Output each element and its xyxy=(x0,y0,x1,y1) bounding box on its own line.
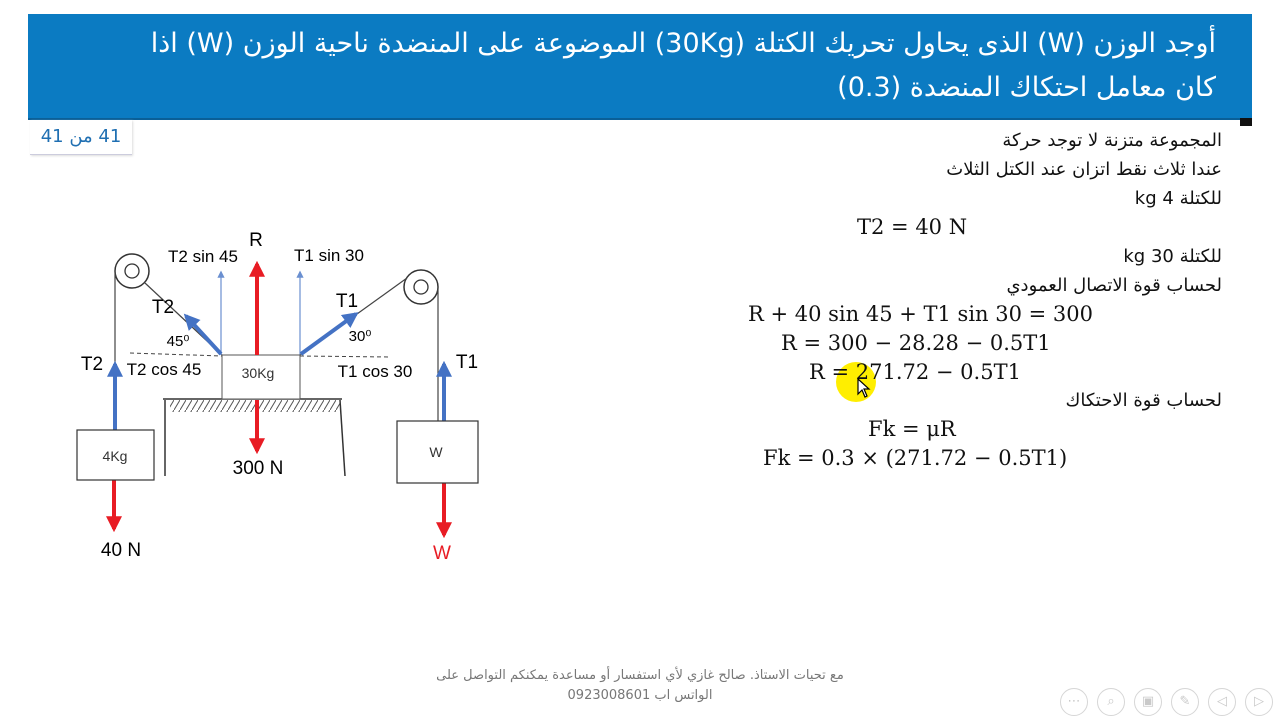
label-t2-cos: T2 cos 45 xyxy=(126,360,202,379)
label-t1-rope: T1 xyxy=(335,291,359,312)
free-body-diagram xyxy=(0,0,560,600)
label-t2-rope: T2 xyxy=(151,297,175,318)
decoration-square xyxy=(1240,118,1252,126)
pulley-left xyxy=(115,254,149,288)
problem-statement-line2: كان معامل احتكاك المنضدة (0.3) xyxy=(837,72,1216,103)
t1-cos-dashed xyxy=(300,356,390,357)
zoom-icon[interactable]: ⌕ xyxy=(1097,688,1125,716)
solution-line-friction: لحساب قوة الاحتكاك xyxy=(1065,390,1222,411)
t2-cos-dashed xyxy=(130,353,222,356)
equation-friction-value: Fk = 0.3 × (271.72 − 0.5T1) xyxy=(763,446,1068,470)
block-30kg-label: 30Kg xyxy=(241,365,275,381)
label-t1-right: T1 xyxy=(455,352,479,373)
block-w-label: W xyxy=(429,444,443,460)
solution-line-normal-force: لحساب قوة الاتصال العمودي xyxy=(1006,275,1222,296)
slides-icon[interactable]: ▣ xyxy=(1134,688,1162,716)
block-4kg-label: 4Kg xyxy=(102,448,128,464)
label-angle-30: 30⁰ xyxy=(348,328,372,345)
table-leg-right xyxy=(340,400,345,476)
equation-friction-def: Fk = μR xyxy=(868,417,956,441)
label-t1-cos: T1 cos 30 xyxy=(337,362,413,381)
label-40n: 40 N xyxy=(100,540,142,561)
solution-line-mass-4kg: للكتلة 4 kg xyxy=(1134,188,1222,209)
slide-counter: 41 من 41 xyxy=(30,120,132,155)
equation-vertical-balance: R + 40 sin 45 + T1 sin 30 = 300 xyxy=(748,302,1094,326)
label-300n: 300 N xyxy=(232,458,284,479)
mouse-cursor-icon xyxy=(857,378,871,398)
label-angle-45: 45⁰ xyxy=(166,333,190,350)
t2-tension-arrow xyxy=(186,316,221,354)
solution-line-system-equilibrium: المجموعة متزنة لا توجد حركة xyxy=(1002,130,1222,151)
footer-whatsapp-line: الواتس اب 0923008601 xyxy=(567,688,713,703)
footer-contact-line: مع تحيات الاستاذ. صالح غازي لأي استفسار أو مساعدة يمكنكم التواصل على xyxy=(436,668,844,683)
label-t2-left: T2 xyxy=(80,354,104,375)
label-w: W xyxy=(433,543,451,564)
label-t2-sin: T2 sin 45 xyxy=(168,247,238,266)
equation-t2: T2 = 40 N xyxy=(857,215,968,239)
next-icon[interactable]: ▷ xyxy=(1245,688,1273,716)
label-r: R xyxy=(249,230,263,251)
prev-icon[interactable]: ◁ xyxy=(1208,688,1236,716)
label-t1-sin: T1 sin 30 xyxy=(294,246,364,265)
pulley-right xyxy=(404,270,438,304)
solution-line-three-points: عندا ثلاث نقط اتزان عند الكتل الثلاث xyxy=(946,159,1222,180)
equation-r-result: R = 271.72 − 0.5T1 xyxy=(809,360,1021,384)
solution-line-mass-30kg: للكتلة 30 kg xyxy=(1123,246,1222,267)
problem-statement-line1: أوجد الوزن (W) الذى يحاول تحريك الكتلة (30Kg) الموضوعة على المنضدة ناحية الوزن (W) اذا xyxy=(150,28,1216,59)
equation-r-expanded: R = 300 − 28.28 − 0.5T1 xyxy=(781,331,1051,355)
pen-icon[interactable]: ✎ xyxy=(1171,688,1199,716)
more-icon[interactable]: ⋯ xyxy=(1060,688,1088,716)
